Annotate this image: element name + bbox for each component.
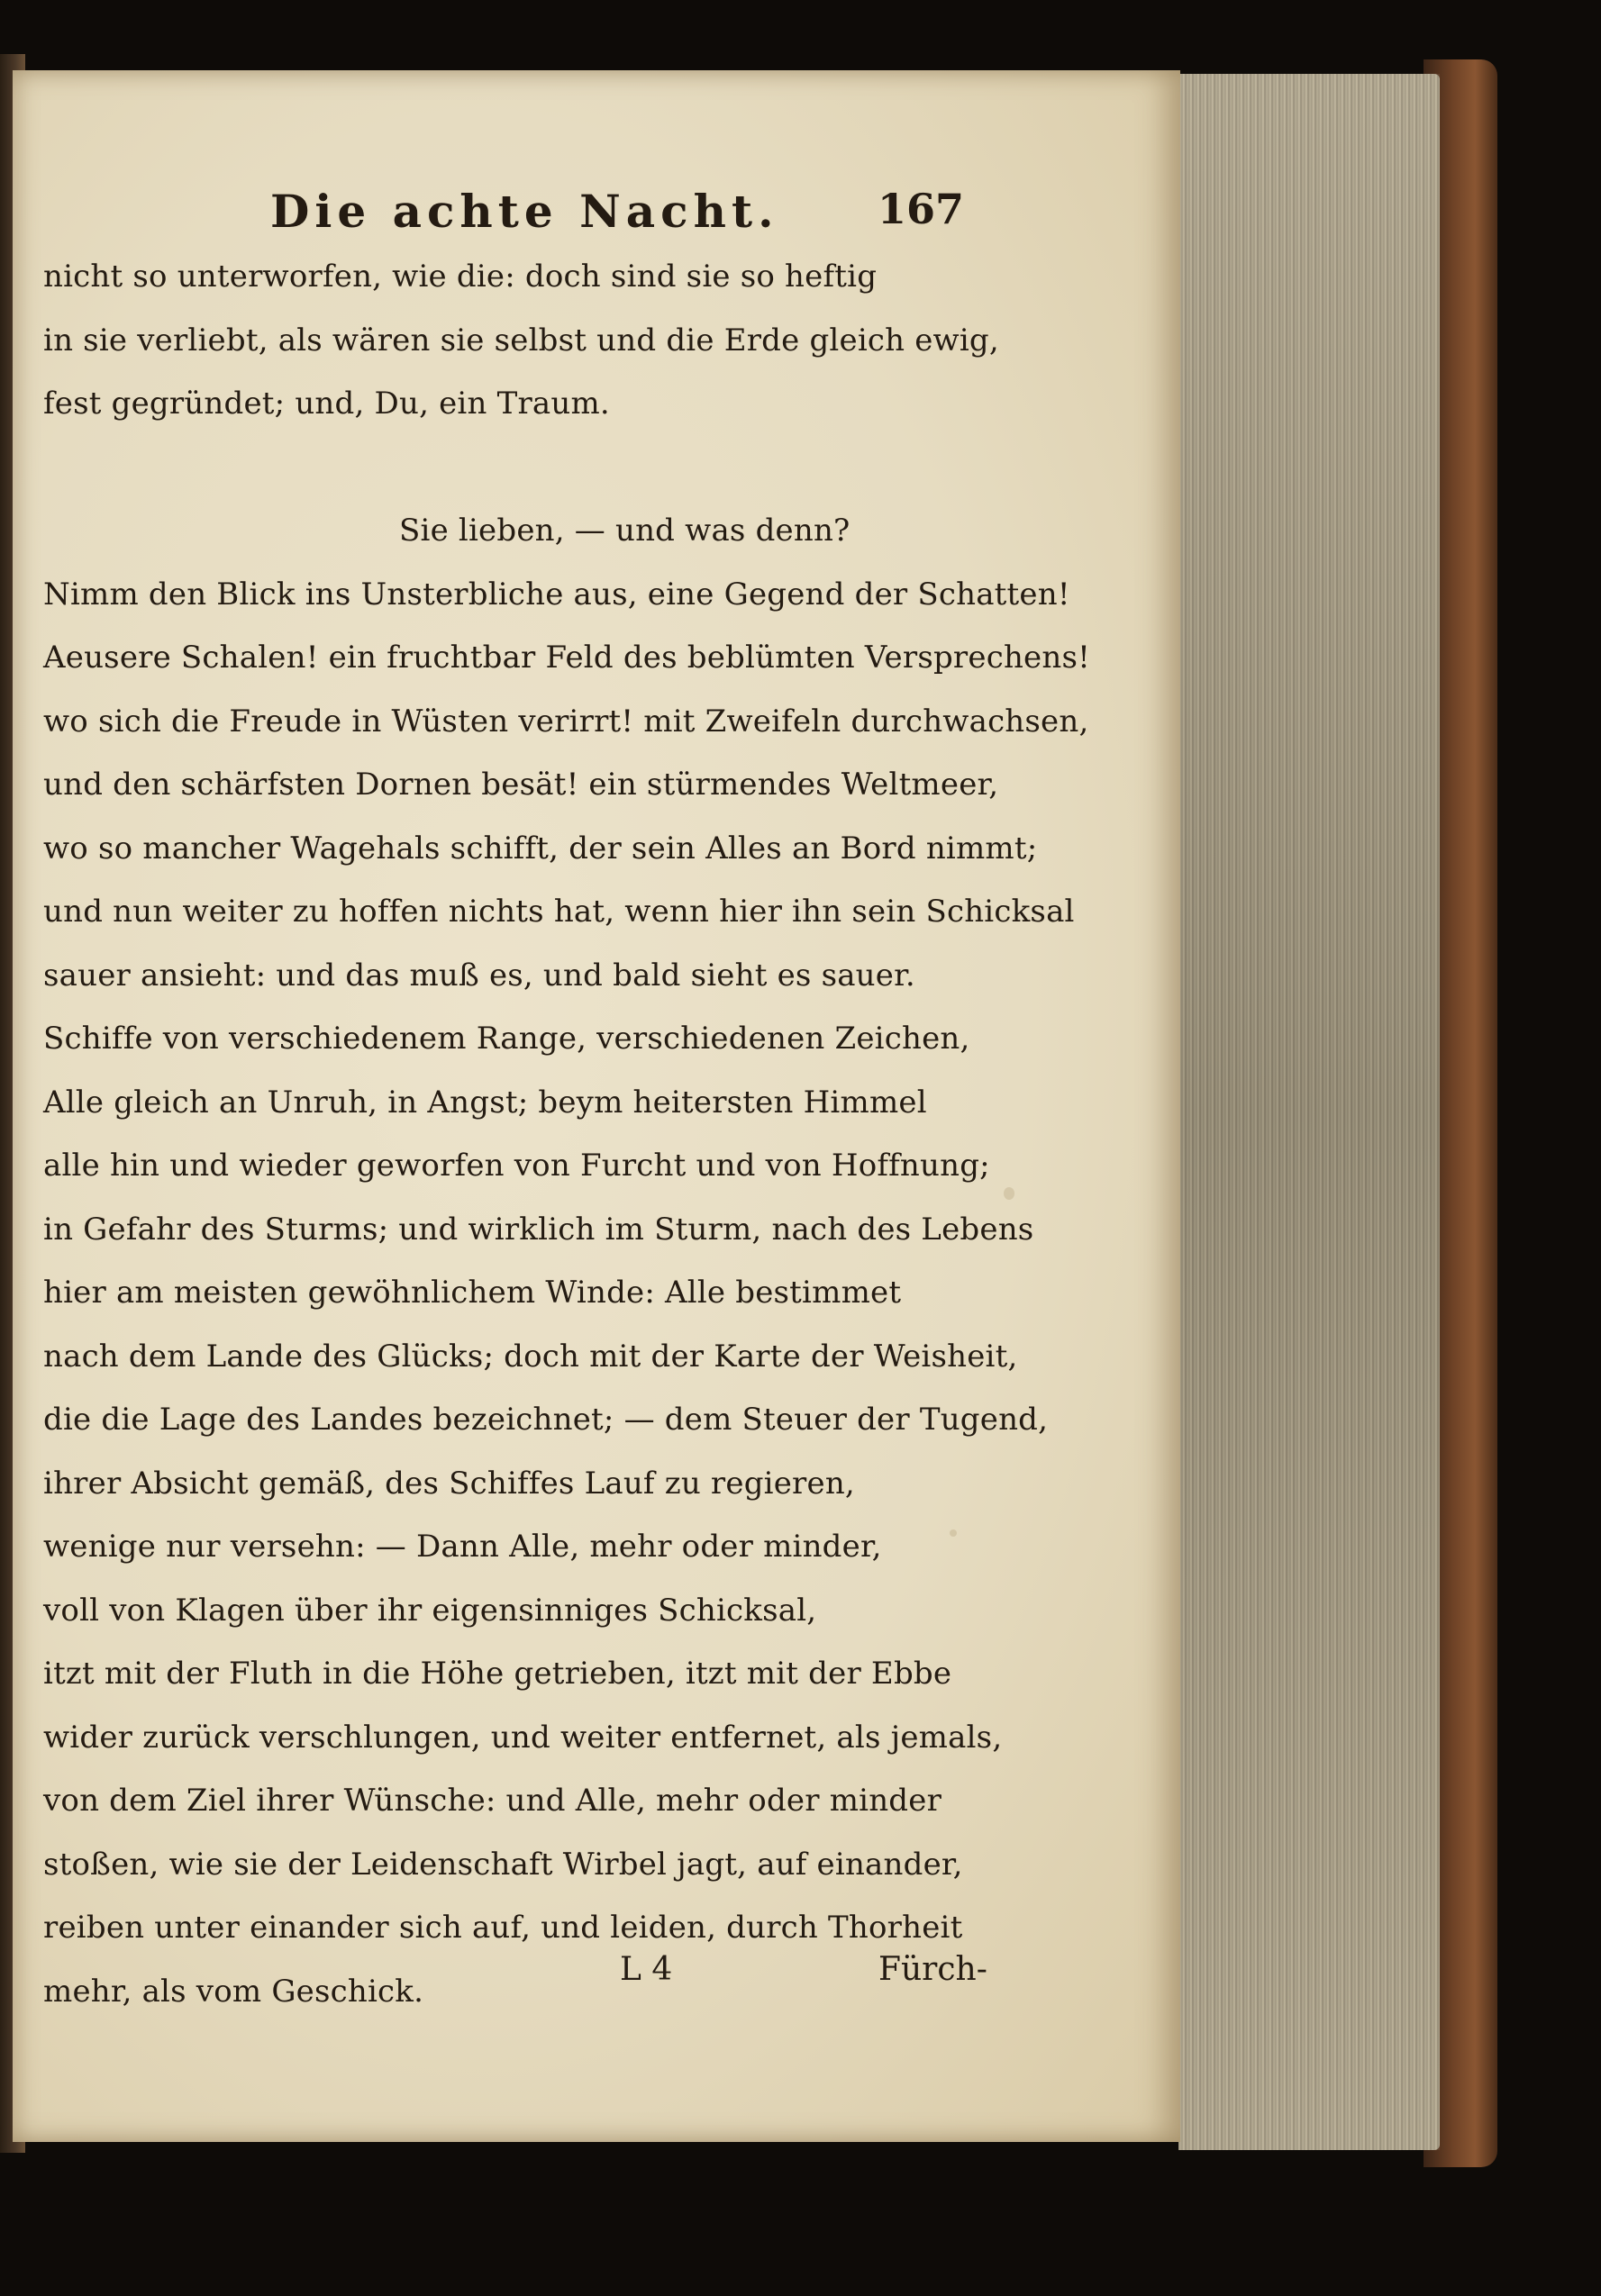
text-line: sauer ansieht: und das muß es, und bald sieht es sauer. xyxy=(43,957,915,994)
text-line: itzt mit der Fluth in die Höhe getrieben, itzt mit der Ebbe xyxy=(43,1656,952,1692)
text-line: Nimm den Blick ins Unsterbliche aus, eine Gegend der Schatten! xyxy=(43,576,1070,613)
text-line: voll von Klagen über ihr eigensinniges Schicksal, xyxy=(43,1592,817,1629)
text-line: ihrer Absicht gemäß, des Schiffes Lauf zu regieren, xyxy=(43,1465,855,1502)
text-line: fest gegründet; und, Du, ein Traum. xyxy=(43,386,610,422)
text-line: hier am meisten gewöhnlichem Winde: Alle bestimmet xyxy=(43,1275,902,1311)
text-line: und den schärfsten Dornen besät! ein stürmendes Weltmeer, xyxy=(43,767,999,803)
text-line: in Gefahr des Sturms; und wirklich im Sturm, nach des Lebens xyxy=(43,1211,1034,1248)
page-title: Die achte Nacht. xyxy=(270,185,779,238)
text-line: mehr, als vom Geschick. xyxy=(43,1973,424,2010)
text-line: nach dem Lande des Glücks; doch mit der Karte der Weisheit, xyxy=(43,1338,1018,1375)
text-line: und nun weiter zu hoffen nichts hat, wenn hier ihn sein Schicksal xyxy=(43,894,1075,930)
text-line: Alle gleich an Unruh, in Angst; beym heitersten Himmel xyxy=(43,1084,927,1121)
catchword: Fürch- xyxy=(878,1951,987,1988)
text-line: wo so mancher Wagehals schifft, der sein Alles an Bord nimmt; xyxy=(43,830,1038,867)
signature-mark: L 4 xyxy=(620,1951,673,1988)
text-line: von dem Ziel ihrer Wünsche: und Alle, mehr oder minder xyxy=(43,1783,942,1819)
text-line: wo sich die Freude in Wüsten verirrt! mit Zweifeln durchwachsen, xyxy=(43,703,1089,740)
page-fore-edge xyxy=(1178,74,1440,2150)
text-line: in sie verliebt, als wären sie selbst und die Erde gleich ewig, xyxy=(43,322,999,358)
text-line: reiben unter einander sich auf, und leiden, durch Thorheit xyxy=(43,1910,963,1946)
text-line: wider zurück verschlungen, und weiter entfernet, als jemals, xyxy=(43,1719,1003,1756)
text-line: alle hin und wieder geworfen von Furcht und von Hoffnung; xyxy=(43,1148,990,1184)
page-body-text xyxy=(43,191,1090,2023)
text-line: wenige nur versehn: — Dann Alle, mehr oder minder, xyxy=(43,1529,882,1565)
text-line: nicht so unterworfen, wie die: doch sind sie so heftig xyxy=(43,259,878,295)
page-number: 167 xyxy=(877,185,964,233)
text-line: Schiffe von verschiedenem Range, verschiedenen Zeichen, xyxy=(43,1021,970,1057)
ink-spot xyxy=(1004,1187,1014,1200)
text-line: stoßen, wie sie der Leidenschaft Wirbel jagt, auf einander, xyxy=(43,1846,963,1883)
text-line: Sie lieben, — und was denn? xyxy=(399,513,851,549)
text-line: die die Lage des Landes bezeichnet; — dem Steuer der Tugend, xyxy=(43,1402,1049,1438)
text-line: Aeusere Schalen! ein fruchtbar Feld des beblümten Versprechens! xyxy=(43,640,1090,676)
blank-line xyxy=(43,436,980,500)
